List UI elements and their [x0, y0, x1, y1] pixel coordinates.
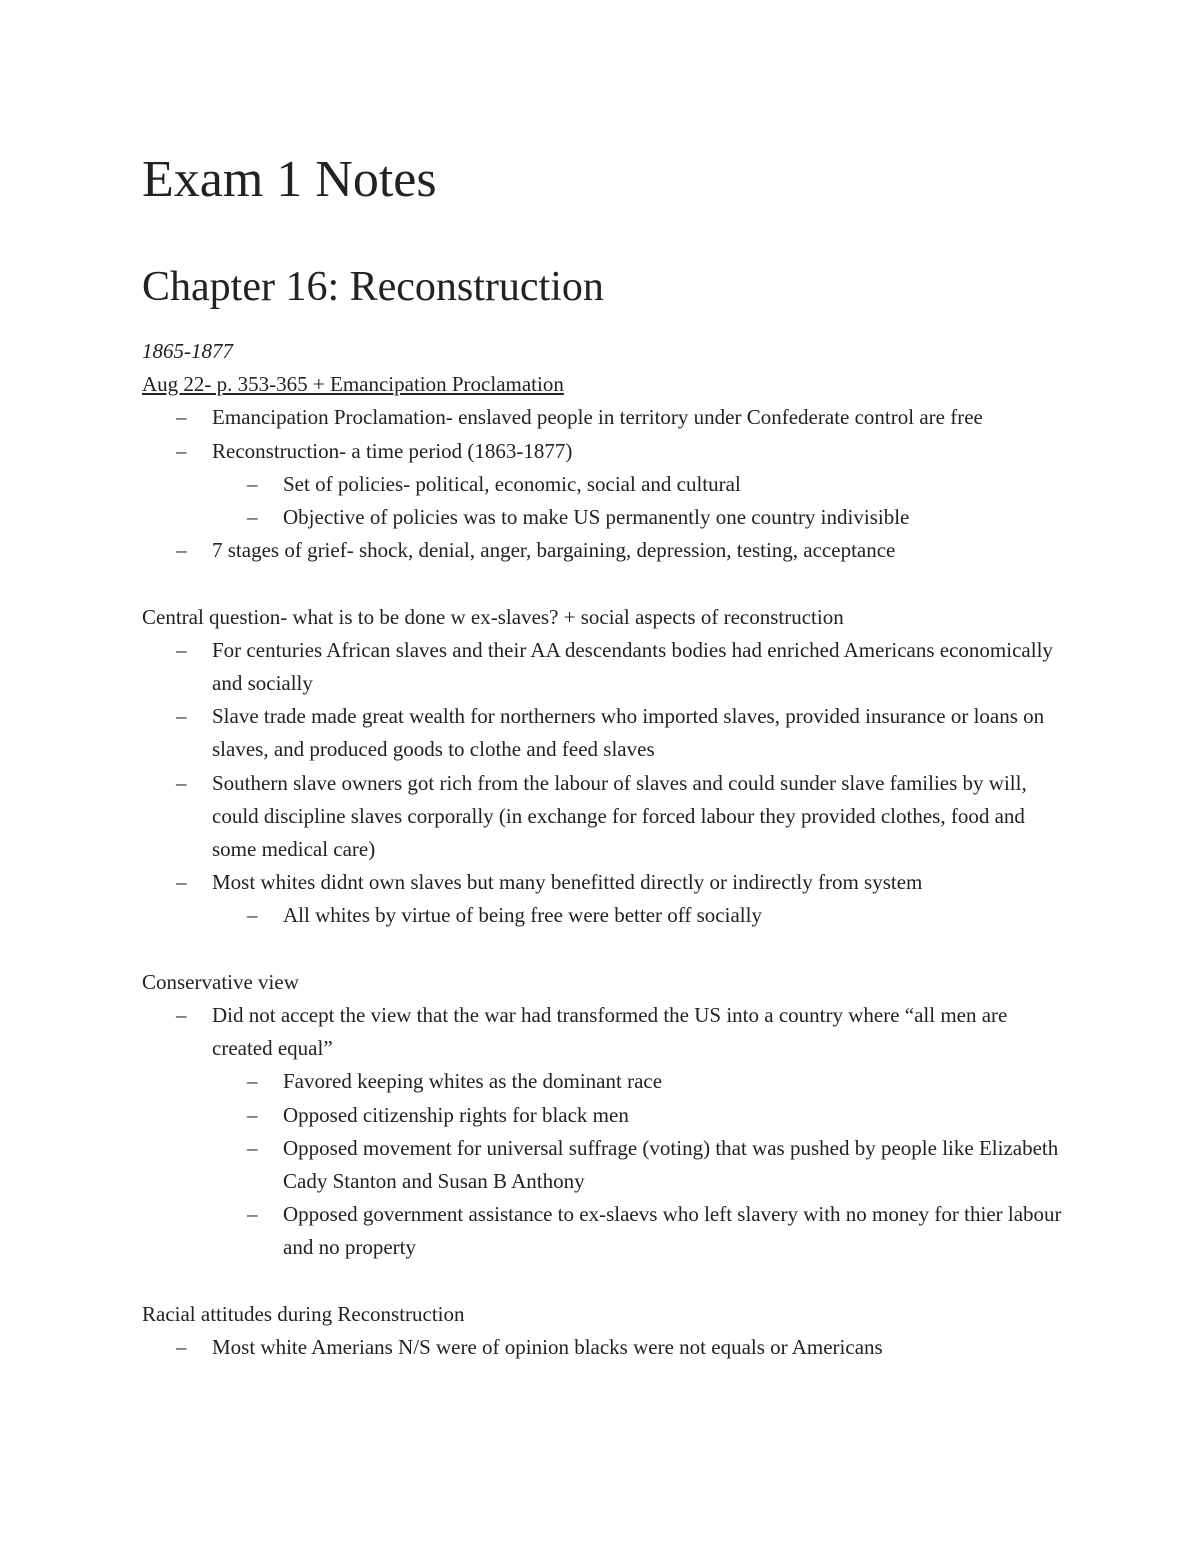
list-item-text: 7 stages of grief- shock, denial, anger, bargaining, depression, testing, acceptance [212, 538, 896, 563]
paragraph-gap [142, 1265, 1062, 1298]
paragraph-gap [142, 567, 1062, 600]
section-heading: Aug 22- p. 353-365 + Emancipation Proclamation [142, 372, 564, 397]
dash-bullet: – [247, 471, 258, 496]
list-item [142, 1331, 1072, 1364]
list-item [142, 634, 1072, 700]
list-item [142, 1198, 1083, 1264]
dash-bullet: – [247, 505, 258, 530]
list-item [142, 534, 1072, 567]
list-item-text: Opposed citizenship rights for black men [283, 1102, 629, 1127]
list-item-text: Objective of policies was to make US permanently one country indivisible [283, 505, 910, 530]
list-item [142, 866, 1072, 899]
list-item [142, 899, 1083, 932]
list-item [142, 1132, 1083, 1198]
dash-bullet: – [247, 1102, 258, 1127]
list-item [142, 767, 1072, 867]
list-item [142, 999, 1072, 1065]
date-range: 1865-1877 [142, 339, 233, 363]
list-item-text: Favored keeping whites as the dominant race [283, 1069, 663, 1094]
dash-bullet: – [176, 438, 187, 463]
dash-bullet: – [247, 1202, 258, 1227]
list-item-text: Emancipation Proclamation- enslaved people in territory under Confederate control are free [212, 405, 983, 430]
list-item-text: For centuries African slaves and their AA descendants bodies had enriched Americans economically and socially [212, 637, 1053, 696]
list-item-text: Most white Amerians N/S were of opinion blacks were not equals or Americans [212, 1335, 883, 1360]
list-item [142, 501, 1083, 534]
dash-bullet: – [176, 538, 187, 563]
list-item-text: Reconstruction- a time period (1863-1877) [212, 438, 573, 463]
list-item [142, 1065, 1083, 1098]
list-item [142, 468, 1083, 501]
paragraph-gap [142, 933, 1062, 966]
document-title: Exam 1 Notes [142, 151, 437, 208]
list-item [142, 401, 1072, 434]
list-item [142, 435, 1072, 468]
dash-bullet: – [176, 870, 187, 895]
list-item-text: Southern slave owners got rich from the labour of slaves and could sunder slave families by will, could discipline slaves corporally (in exchange for forced labour they provided clothes, food and some medical care) [212, 770, 1027, 862]
dash-bullet: – [176, 1335, 187, 1360]
list-item-text: Opposed government assistance to ex-slaevs who left slavery with no money for thier labour and no property [283, 1202, 1062, 1260]
notes-body [142, 335, 1062, 1364]
chapter-heading: Chapter 16: Reconstruction [142, 264, 604, 310]
list-item-text: Did not accept the view that the war had transformed the US into a country where “all men are created equal” [212, 1003, 1008, 1061]
list-item [142, 1099, 1083, 1132]
dash-bullet: – [176, 405, 187, 430]
dash-bullet: – [176, 770, 187, 795]
section-heading: Racial attitudes during Reconstruction [142, 1301, 465, 1326]
dash-bullet: – [247, 1069, 258, 1094]
dash-bullet: – [176, 1003, 187, 1028]
dash-bullet: – [176, 704, 187, 729]
dash-bullet: – [247, 903, 258, 928]
dash-bullet: – [247, 1135, 258, 1160]
dash-bullet: – [176, 637, 187, 662]
list-item-text: Set of policies- political, economic, social and cultural [283, 471, 741, 496]
list-item-text: All whites by virtue of being free were better off socially [283, 903, 762, 928]
section-heading: Central question- what is to be done w ex-slaves? + social aspects of reconstruction [142, 604, 844, 629]
list-item-text: Opposed movement for universal suffrage (voting) that was pushed by people like Elizabeth Cady Stanton and Susan B Anthony [283, 1135, 1059, 1194]
list-item-text: Slave trade made great wealth for northerners who imported slaves, provided insurance or loans on slaves, and produced goods to clothe and feed slaves [212, 704, 1045, 762]
section-heading: Conservative view [142, 969, 299, 994]
list-item-text: Most whites didnt own slaves but many benefitted directly or indirectly from system [212, 870, 923, 895]
list-item [142, 700, 1072, 766]
